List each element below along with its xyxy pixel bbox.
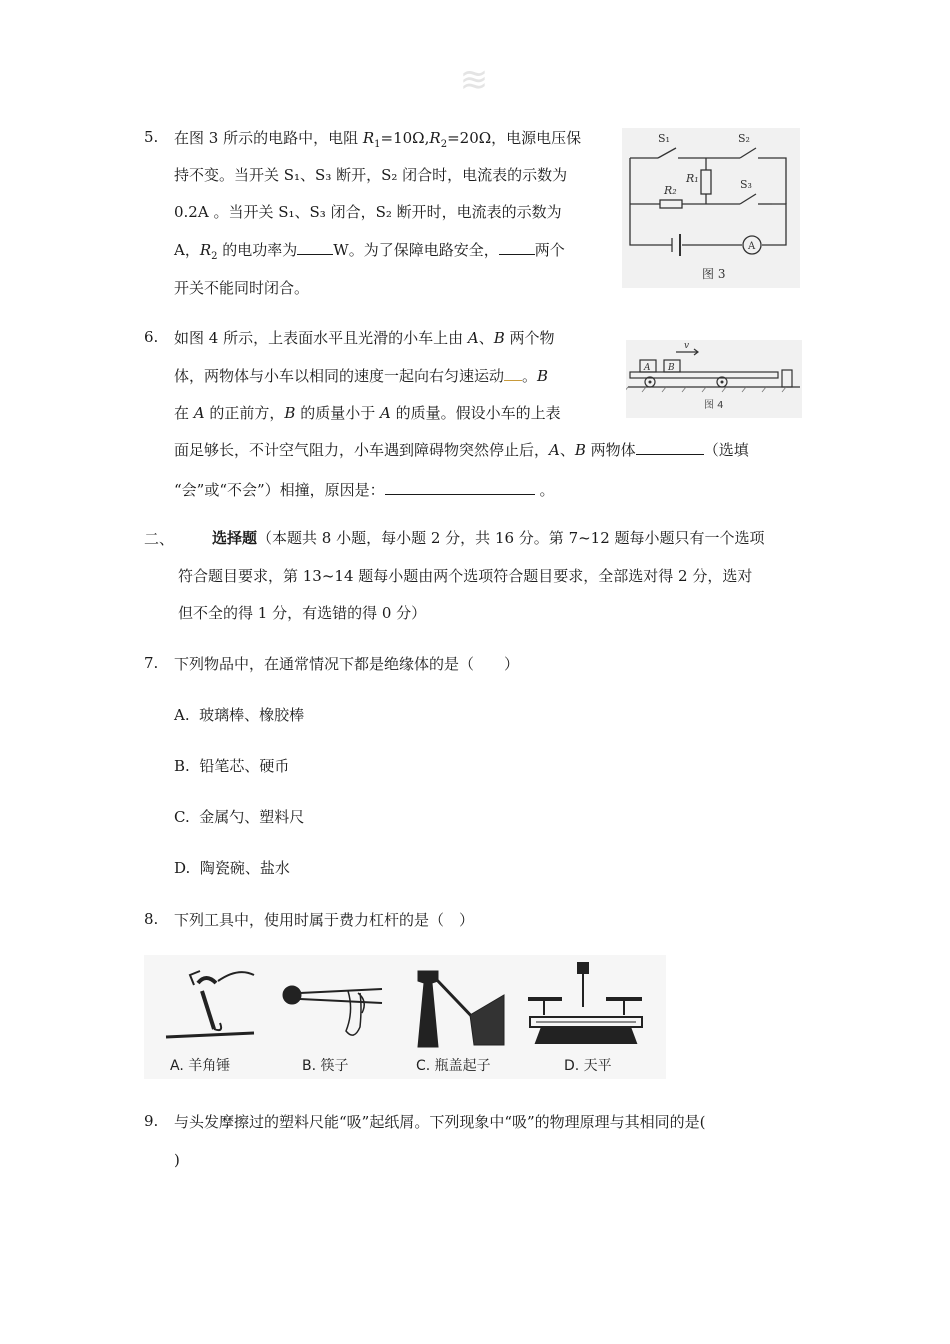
question-stem: 下列工具中，使用时属于费力杠杆的是（ ） (174, 911, 475, 929)
claw-hammer-image[interactable] (158, 963, 258, 1049)
label-b: B (668, 363, 675, 373)
label-s2: S₂ (738, 132, 750, 145)
question-stem: 下列物品中，在通常情况下都是绝缘体的是（ ） (174, 655, 520, 673)
ammeter-label: A (748, 241, 756, 252)
question-text-line: 在图 3 所示的电路中，电阻 $R_1=10\Omega,R_2=20\Omega$，电源电压保 (174, 129, 582, 150)
question-text-line: “会”或“不会”）相撞，原因是： 。 (174, 481, 555, 499)
label-velocity: v (684, 341, 690, 351)
figure-caption: 图 3 (702, 267, 726, 281)
question-text-line: 0.2A 。当开关 S₁、S₃ 闭合，S₂ 断开时，电流表的示数为 (174, 203, 562, 221)
question-text-line: 在 A 的正前方，B 的质量小于 A 的质量。假设小车的上表 (174, 404, 561, 422)
question-number: 6. (144, 328, 159, 346)
tool-caption-a: A. 羊角锤 (170, 1058, 231, 1074)
label-s3: S₃ (740, 178, 752, 191)
cart-diagram (626, 340, 802, 418)
section-text-line: 但不全的得 1 分，有选错的得 0 分） (178, 604, 427, 622)
circuit-diagram-figure-3 (622, 128, 800, 288)
question-text-line: 持不变。当开关 S₁、S₃ 断开，S₂ 闭合时，电流表的示数为 (174, 166, 568, 184)
bottle-opener-image[interactable] (406, 963, 516, 1051)
question-text-line: 开关不能同时闭合。 (174, 279, 310, 297)
header-watermark: ≋ (459, 60, 489, 100)
question-text-line: A，$R_2$ 的电功率为 W。为了保障电路安全， 两个 (174, 241, 565, 262)
answer-blank[interactable] (499, 240, 535, 255)
question-number: 8. (144, 910, 159, 928)
label-a: A (644, 363, 651, 373)
section-text-line: 符合题目要求，第 13~14 题每小题由两个选项符合题目要求，全部选对得 2 分，选对 (178, 567, 753, 585)
option-a[interactable]: A. 玻璃棒、橡胶棒 (174, 706, 305, 724)
circuit-diagram (622, 128, 800, 288)
tools-figure (144, 955, 666, 1079)
answer-blank[interactable] (504, 366, 522, 381)
figure-caption: 图 4 (704, 400, 724, 411)
question-number: 7. (144, 654, 159, 672)
answer-blank[interactable] (636, 440, 704, 455)
question-stem-continuation: ) (174, 1151, 180, 1169)
balance-image[interactable] (522, 959, 652, 1049)
section-text-line: 选择题（本题共 8 小题，每小题 2 分，共 16 分。第 7~12 题每小题只有一个选项 (212, 529, 765, 547)
option-c[interactable]: C. 金属勺、塑料尺 (174, 808, 305, 826)
tool-caption-c: C. 瓶盖起子 (416, 1058, 491, 1074)
section-title: 选择题 (212, 529, 258, 547)
label-r2: R₂ (664, 184, 677, 197)
question-text-line: 如图 4 所示，上表面水平且光滑的小车上由 A、B 两个物 (174, 329, 555, 347)
tool-caption-b: B. 筷子 (302, 1058, 349, 1074)
cart-diagram-figure-4 (626, 340, 802, 418)
label-r1: R₁ (686, 172, 699, 185)
chopsticks-image[interactable] (278, 969, 388, 1051)
answer-blank[interactable] (385, 480, 535, 495)
answer-blank[interactable] (297, 240, 333, 255)
option-d[interactable]: D. 陶瓷碗、盐水 (174, 859, 290, 877)
question-text-line: 体，两物体与小车以相同的速度一起向右匀速运动 。B (174, 367, 549, 385)
question-stem: 与头发摩擦过的塑料尺能“吸”起纸屑。下列现象中“吸”的物理原理与其相同的是( (174, 1113, 706, 1131)
section-number: 二、 (144, 530, 175, 548)
option-b[interactable]: B. 铅笔芯、硬币 (174, 757, 290, 775)
question-text-line: 面足够长，不计空气阻力，小车遇到障碍物突然停止后，A、B 两物体 （选填 (174, 441, 749, 459)
label-s1: S₁ (658, 132, 670, 145)
question-number: 5. (144, 128, 159, 146)
tool-caption-d: D. 天平 (564, 1058, 612, 1074)
question-number: 9. (144, 1112, 159, 1130)
